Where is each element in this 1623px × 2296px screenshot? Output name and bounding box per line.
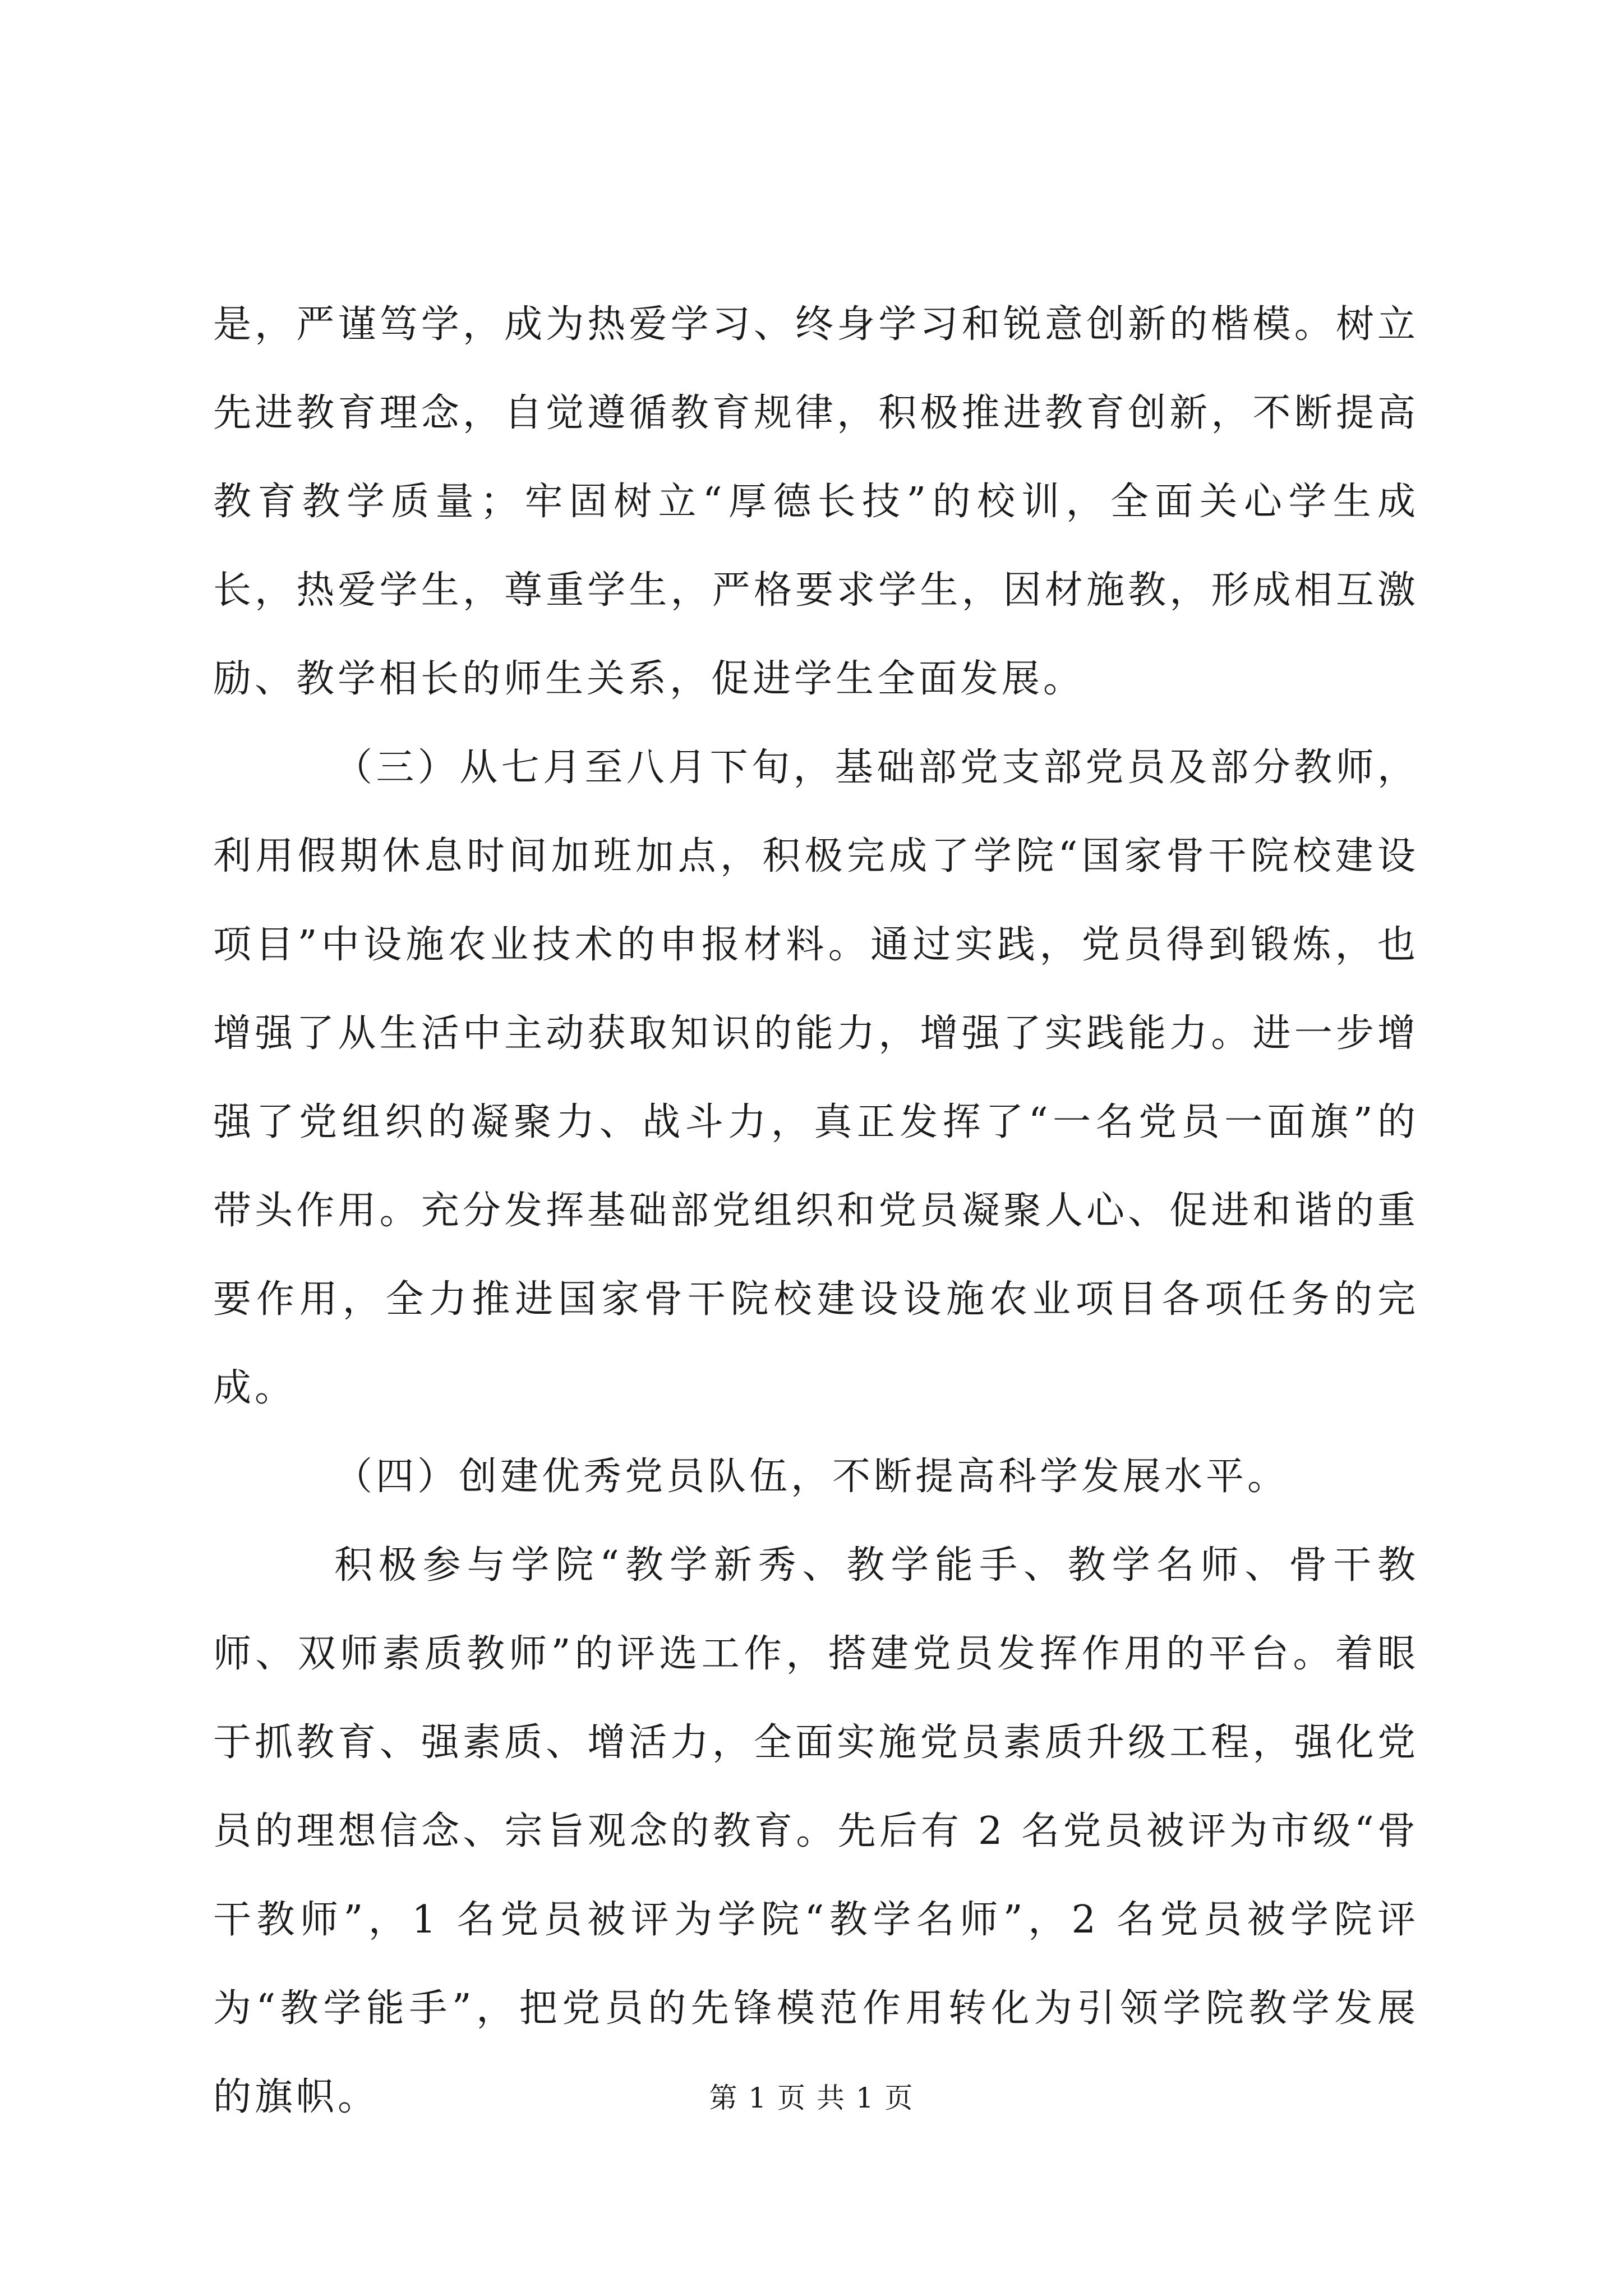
- page-footer: 第 1 页 共 1 页: [709, 2082, 914, 2114]
- paragraph-continuation: 是，严谨笃学，成为热爱学习、终身学习和锐意创新的楷模。树立先进教育理念，自觉遵循教育规律，积极推进教育创新，不断提高教育教学质量；牢固树立“厚德长技”的校训，全面关心学生成长，热爱学生，尊重学生，严格要求学生，因材施教，形成相互激励、教学相长的师生关系，促进学生全面发展。: [213, 302, 1419, 701]
- paragraph-section-four-body: 积极参与学院“教学新秀、教学能手、教学名师、骨干教师、双师素质教师”的评选工作，搭建党员发挥作用的平台。着眼于抓教育、强素质、增活力，全面实施党员素质升级工程，强化党员的理想信念、宗旨观念的教育。先后有 2 名党员被评为市级“骨干教师”，1 名党员被评为学院“教学名师”，2 名党员被学院评为“教学能手”，把党员的先锋模范作用转化为引领学院教学发展的旗帜。: [213, 1543, 1419, 2119]
- paragraph-section-four-heading: （四）创建优秀党员队伍，不断提高科学发展水平。: [334, 1455, 1289, 1499]
- document-body: [213, 280, 1419, 2142]
- paragraph-section-three: （三）从七月至八月下旬，基础部党支部党员及部分教师，利用假期休息时间加班加点，积极完成了学院“国家骨干院校建设项目”中设施农业技术的申报材料。通过实践，党员得到锻炼，也增强了从生活中主动获取知识的能力，增强了实践能力。进一步增强了党组织的凝聚力、战斗力，真正发挥了“一名党员一面旗”的带头作用。充分发挥基础部党组织和党员凝聚人心、促进和谐的重要作用，全力推进国家骨干院校建设设施农业项目各项任务的完成。: [213, 746, 1419, 1410]
